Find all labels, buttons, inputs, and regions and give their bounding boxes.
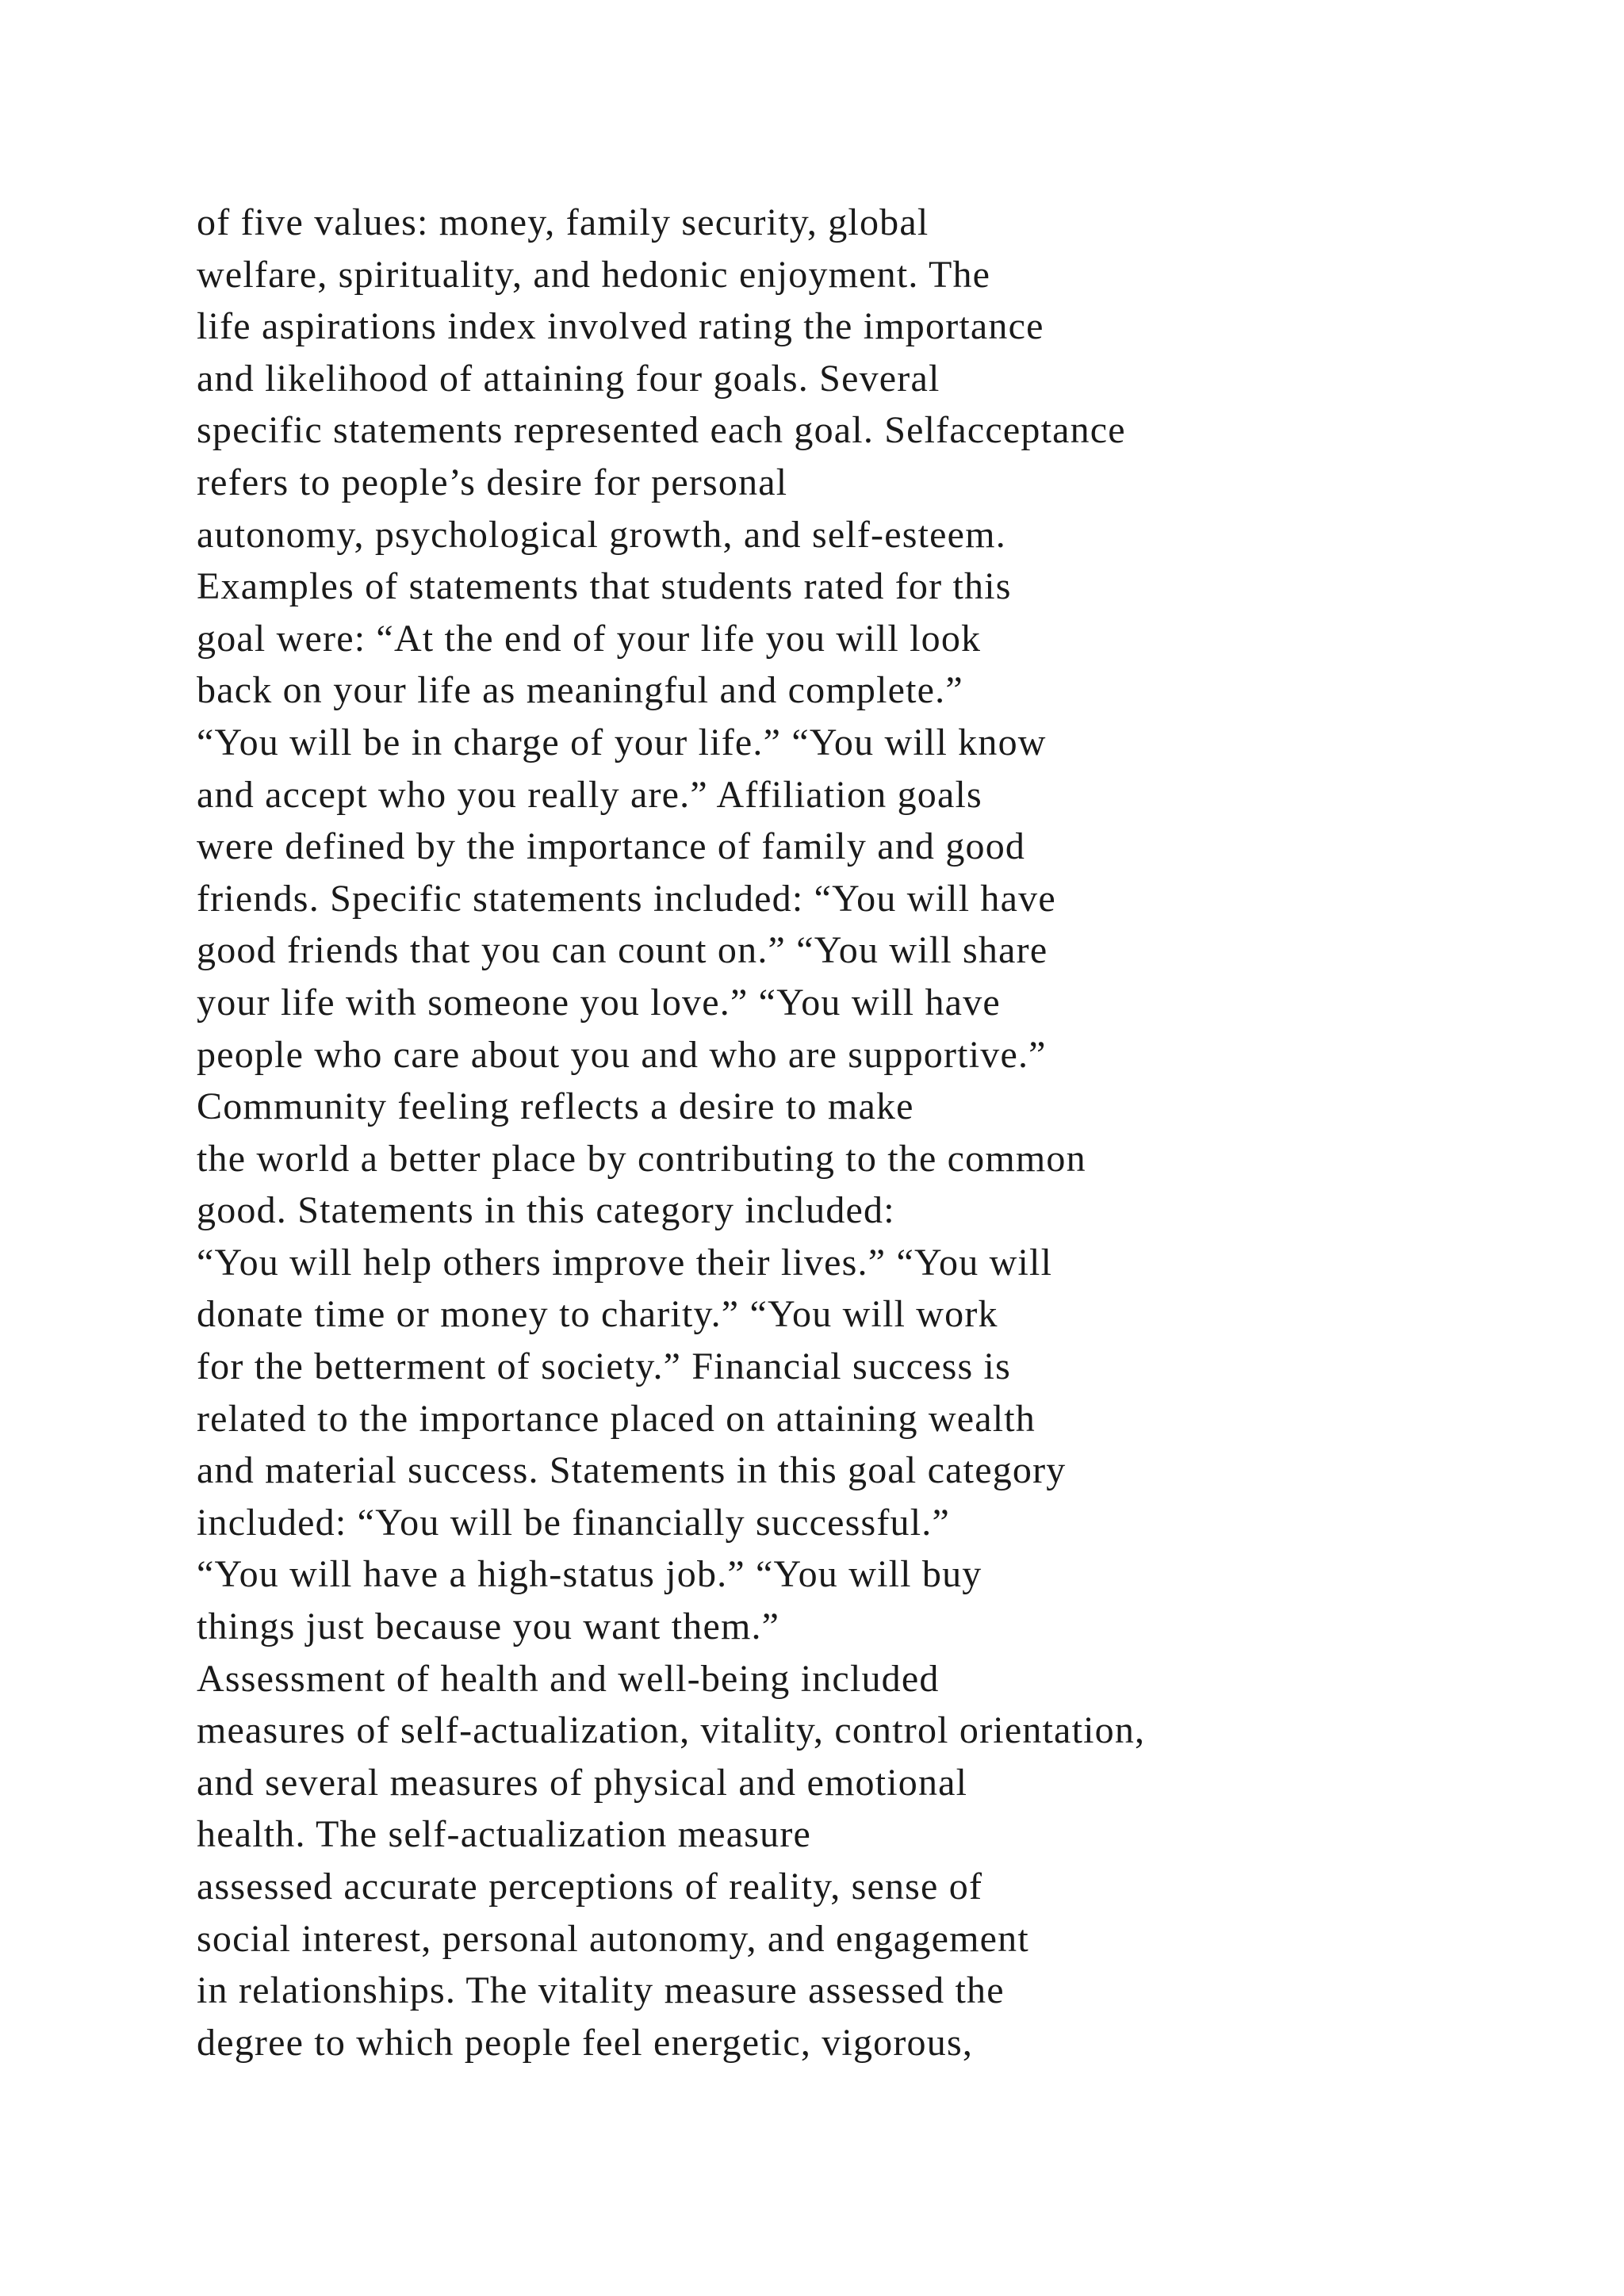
- text-line: of five values: money, family security, global: [197, 201, 929, 243]
- text-line: measures of self-actualization, vitality, control orientation,: [197, 1709, 1146, 1752]
- text-line: and several measures of physical and emotional: [197, 1761, 968, 1804]
- text-line: in relationships. The vitality measure assessed the: [197, 1969, 1005, 2012]
- text-line: good friends that you can count on.” “You will share: [197, 929, 1048, 972]
- text-line: refers to people’s desire for personal: [197, 461, 788, 503]
- text-line: “You will be in charge of your life.” “You will know: [197, 721, 1047, 763]
- text-line: good. Statements in this category included:: [197, 1189, 895, 1232]
- text-line: autonomy, psychological growth, and self-esteem.: [197, 513, 1006, 556]
- text-line: welfare, spirituality, and hedonic enjoyment. The: [197, 253, 991, 296]
- text-line: health. The self-actualization measure: [197, 1813, 812, 1856]
- text-line: people who care about you and who are supportive.”: [197, 1033, 1047, 1076]
- text-line: your life with someone you love.” “You will have: [197, 981, 1001, 1024]
- text-line: life aspirations index involved rating the importance: [197, 305, 1044, 348]
- text-line: “You will help others improve their lives.” “You will: [197, 1241, 1053, 1284]
- text-line: the world a better place by contributing to the common: [197, 1137, 1086, 1180]
- text-line: Examples of statements that students rated for this: [197, 565, 1012, 608]
- text-line: and likelihood of attaining four goals. Several: [197, 357, 940, 400]
- text-line: donate time or money to charity.” “You will work: [197, 1293, 998, 1336]
- text-line: friends. Specific statements included: “You will have: [197, 877, 1056, 920]
- text-line: and accept who you really are.” Affiliation goals: [197, 773, 982, 816]
- text-line: specific statements represented each goal. Selfacceptance: [197, 409, 1126, 452]
- text-line: back on your life as meaningful and complete.”: [197, 669, 963, 712]
- text-line: social interest, personal autonomy, and engagement: [197, 1917, 1029, 1960]
- text-line: were defined by the importance of family and good: [197, 825, 1026, 868]
- text-line: and material success. Statements in this goal category: [197, 1449, 1067, 1492]
- text-line: Community feeling reflects a desire to make: [197, 1085, 914, 1128]
- text-line: Assessment of health and well-being included: [197, 1657, 940, 1700]
- body-text: [197, 197, 1545, 2068]
- text-line: related to the importance placed on attaining wealth: [197, 1397, 1036, 1440]
- text-line: “You will have a high-status job.” “You will buy: [197, 1553, 982, 1596]
- text-line: assessed accurate perceptions of reality, sense of: [197, 1866, 983, 1908]
- text-line: included: “You will be financially successful.”: [197, 1501, 950, 1544]
- text-line: degree to which people feel energetic, vigorous,: [197, 2021, 974, 2064]
- text-line: for the betterment of society.” Financial success is: [197, 1345, 1011, 1388]
- text-line: goal were: “At the end of your life you will look: [197, 617, 982, 660]
- text-line: things just because you want them.”: [197, 1605, 780, 1648]
